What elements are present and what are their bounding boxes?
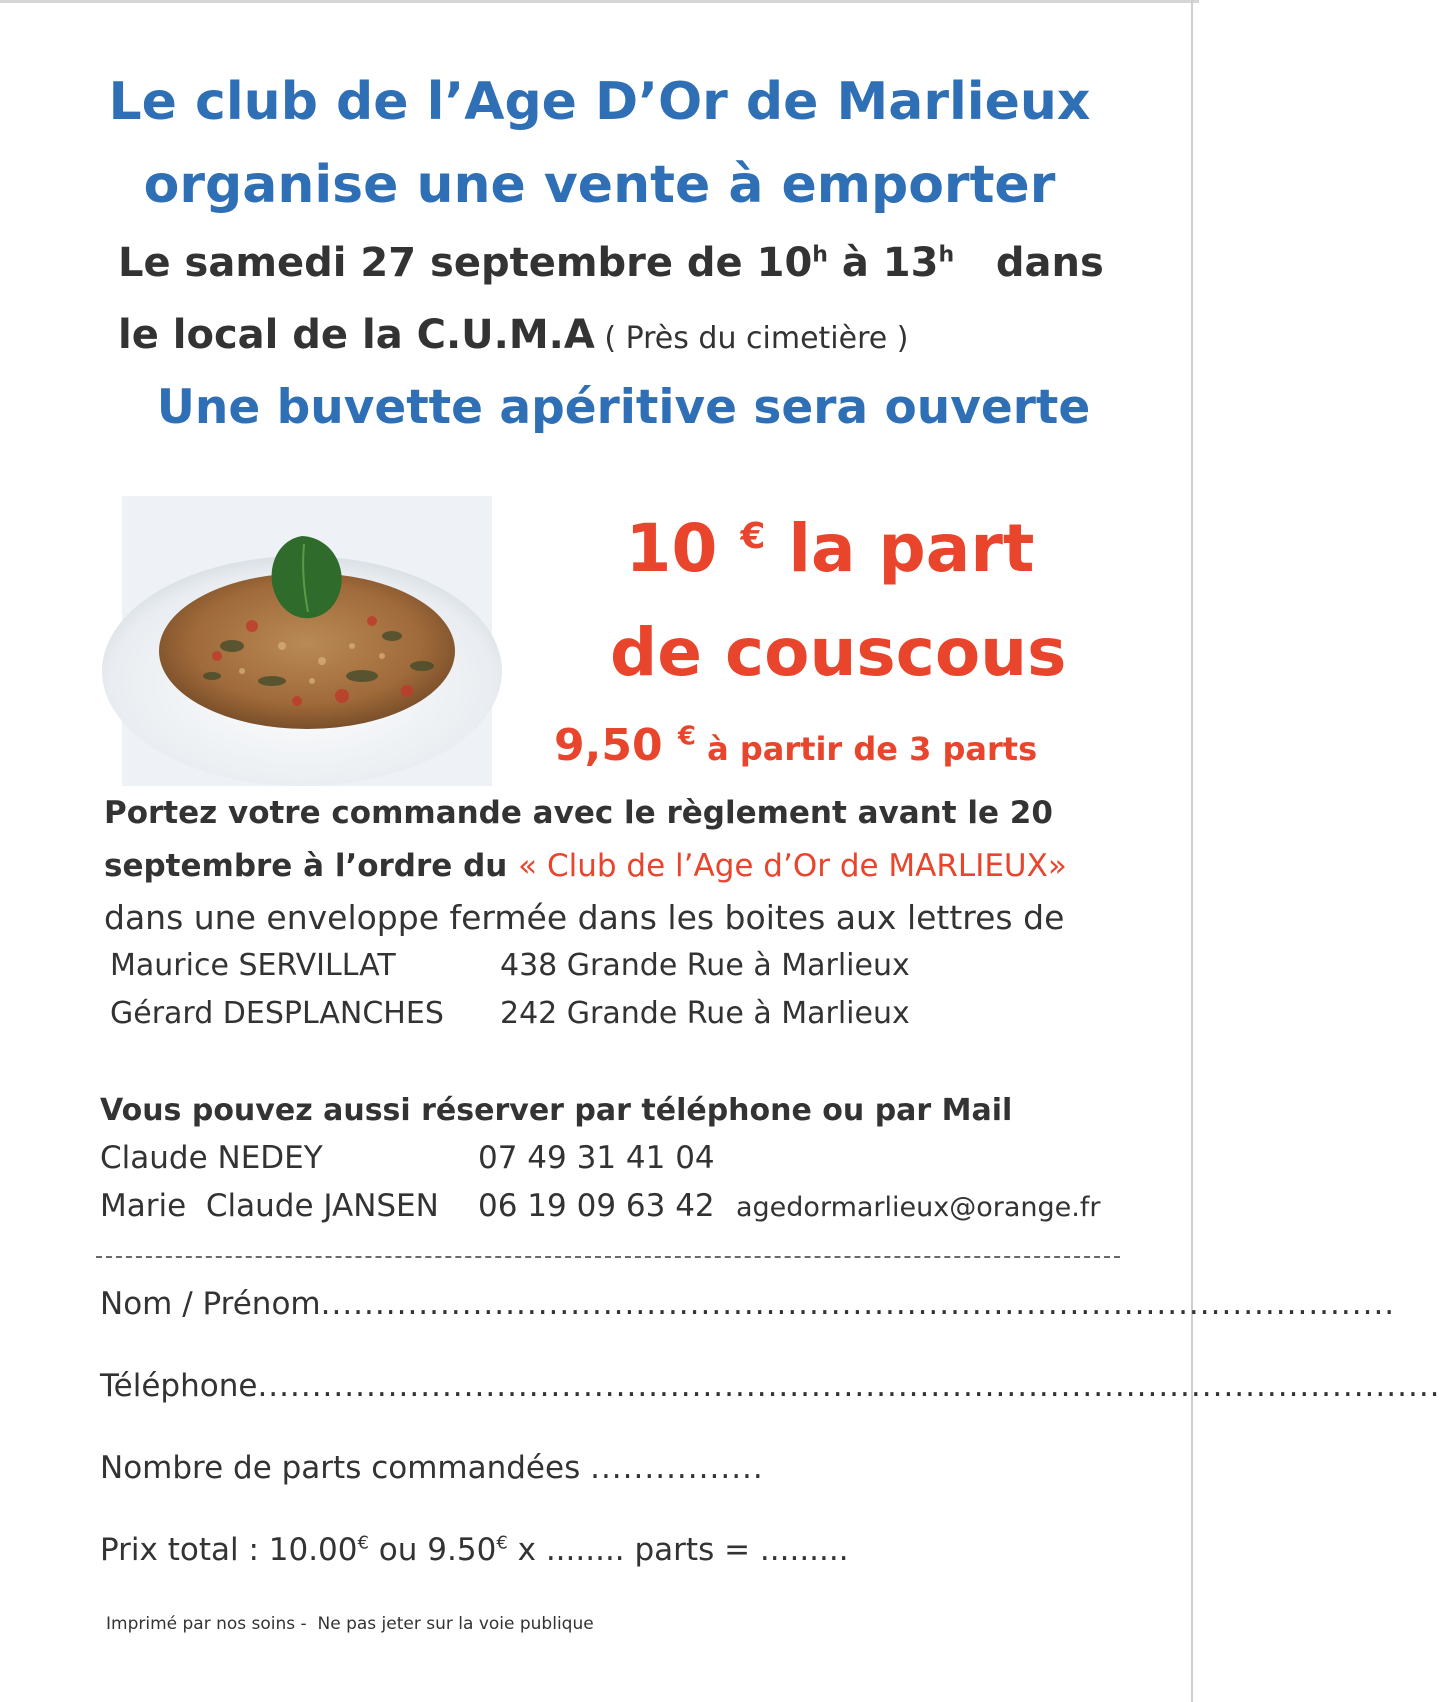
reservation-phone: 06 19 09 63 42 (478, 1188, 715, 1224)
euro-sign: € (496, 1532, 508, 1554)
scan-edge-right (1191, 0, 1193, 1702)
price-suffix: la part (765, 510, 1035, 587)
dish-name: de couscous (610, 614, 1067, 691)
order-instruction-1: Portez votre commande avec le règlement avant le 20 (104, 795, 1053, 831)
event-place (118, 312, 908, 358)
footer-note: Imprimé par nos soins - Ne pas jeter sur la voie publique (106, 1614, 594, 1634)
date-prefix: Le samedi 27 septembre de 10 (118, 240, 813, 286)
contact-name: Gérard DESPLANCHES (110, 996, 444, 1031)
title-line-2: organise une vente à emporter (143, 155, 1056, 215)
hour-suffix: h (938, 242, 955, 268)
form-name-dots: ................................................................................................... (320, 1286, 1396, 1322)
contact-name: Maurice SERVILLAT (110, 948, 396, 983)
order-instruction-3: dans une enveloppe fermée dans les boites aux lettres de (104, 898, 1065, 937)
place-note: ( Près du cimetière ) (594, 321, 909, 356)
form-name-label: Nom / Prénom (100, 1286, 321, 1322)
reservation-name: Claude NEDEY (100, 1140, 323, 1176)
bulk-suffix: à partir de 3 parts (695, 730, 1038, 768)
form-total-label: Prix total : 10.00 (100, 1532, 358, 1568)
price-amount: 10 (625, 510, 741, 587)
form-parts-dots: ................ (590, 1450, 764, 1486)
reservation-email: agedormarlieux@orange.fr (736, 1192, 1101, 1223)
cut-line (96, 1256, 1120, 1258)
form-phone-label: Téléphone (100, 1368, 258, 1404)
place-name: le local de la C.U.M.A (118, 312, 595, 358)
reservation-phone: 07 49 31 41 04 (478, 1140, 715, 1176)
scan-edge-top (0, 0, 1199, 3)
title-line-1: Le club de l’Age D’Or de Marlieux (108, 72, 1091, 132)
form-name-field[interactable] (100, 1286, 1395, 1322)
price-per-part (610, 510, 1050, 587)
euro-sign: € (677, 721, 696, 752)
date-mid: à 13 (827, 240, 939, 286)
form-total-field[interactable] (100, 1532, 849, 1568)
contact-address: 242 Grande Rue à Marlieux (500, 996, 910, 1031)
event-date (118, 240, 1104, 286)
reservation-name: Marie Claude JANSEN (100, 1188, 439, 1224)
form-total-end: x ........ parts = ......... (507, 1532, 849, 1568)
buvette-notice: Une buvette apéritive sera ouverte (156, 380, 1091, 435)
euro-sign: € (740, 516, 766, 557)
hour-suffix: h (812, 242, 828, 268)
form-phone-dots: ............................................................................................................. (257, 1368, 1441, 1404)
order-payee: « Club de l’Age d’Or de MARLIEUX» (518, 848, 1067, 884)
bulk-price (554, 720, 1037, 771)
form-phone-field[interactable] (100, 1368, 1441, 1404)
contact-address: 438 Grande Rue à Marlieux (500, 948, 910, 983)
date-suffix: dans (954, 240, 1104, 286)
reservation-heading: Vous pouvez aussi réserver par téléphone ou par Mail (100, 1093, 1013, 1128)
form-parts-label: Nombre de parts commandées (100, 1450, 591, 1486)
euro-sign: € (357, 1532, 369, 1554)
order-instruction-2 (104, 848, 1067, 884)
form-parts-field[interactable] (100, 1450, 764, 1486)
form-total-mid: ou 9.50 (368, 1532, 497, 1568)
order-bold: septembre à l’ordre du (104, 848, 519, 884)
bulk-amount: 9,50 (554, 720, 678, 771)
couscous-photo (122, 496, 492, 786)
